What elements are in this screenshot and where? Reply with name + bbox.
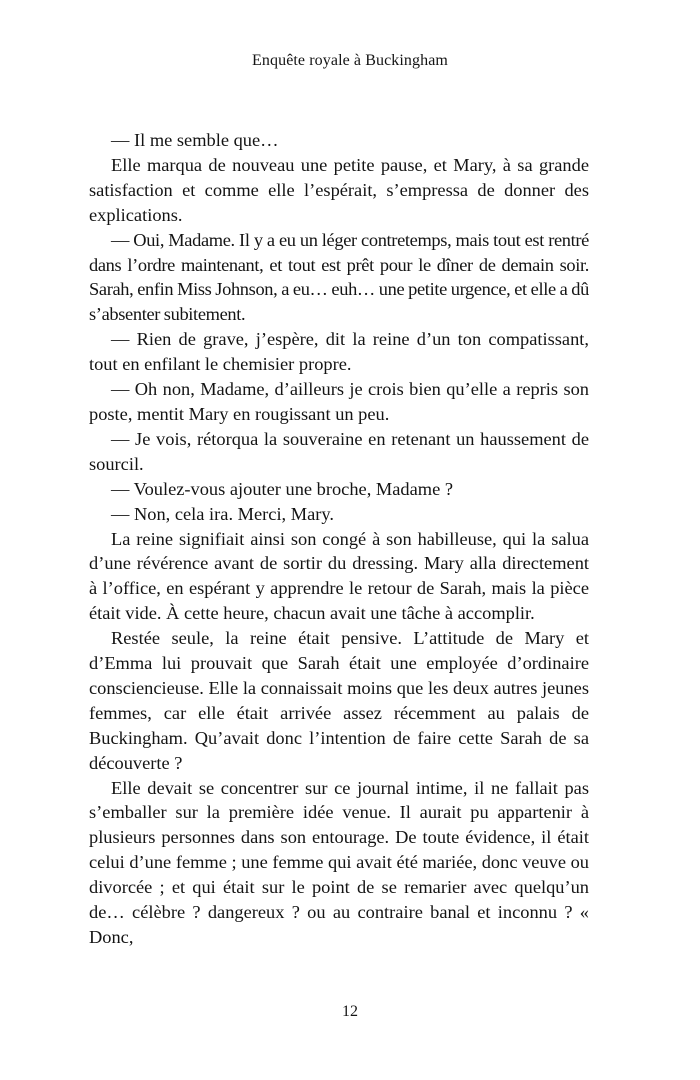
paragraph: Elle devait se concentrer sur ce journal intime, il ne fallait pas s’emballer sur la première idée venue. Il aurait pu appartenir à plusieurs personnes dans son entourage. De toute évidence, il était celui d’une femme ; une femme qui avait été mariée, donc veuve ou divorcée ; et qui était sur le point de se remarier avec quelqu’un de… célèbre ? dangereux ? ou au contraire banal et inconnu ? « Donc, <box>89 777 589 947</box>
paragraph: — Oui, Madame. Il y a eu un léger contretemps, mais tout est rentré dans l’ordre maintenant, et tout est prêt pour le dîner de demain soir. Sarah, enfin Miss Johnson, a eu… euh… une petite urgence, et elle a dû s’absenter subitement. <box>89 229 589 325</box>
paragraph: La reine signifiait ainsi son congé à son habilleuse, qui la salua d’une révérence avant de sortir du dressing. Mary alla directement à l’office, en espérant y apprendre le retour de Sarah, mais la pièce était vide. À cette heure, chacun avait une tâche à accomplir. <box>89 528 589 624</box>
paragraph: — Rien de grave, j’espère, dit la reine d’un ton compatissant, tout en enfilant le chemisier propre. <box>89 329 589 375</box>
paragraph: — Voulez-vous ajouter une broche, Madame ? <box>111 478 453 499</box>
page-number: 12 <box>342 1003 358 1020</box>
body-text <box>89 128 589 950</box>
paragraph: — Non, cela ira. Merci, Mary. <box>111 503 334 524</box>
paragraph: — Il me semble que… <box>111 130 279 150</box>
paragraph: — Oh non, Madame, d’ailleurs je crois bien qu’elle a repris son poste, mentit Mary en rougissant un peu. <box>89 379 589 424</box>
paragraph: Restée seule, la reine était pensive. L’attitude de Mary et d’Emma lui prouvait que Sarah était une employée d’ordinaire consciencieuse. Elle la connaissait moins que les deux autres jeunes femmes, car elle était arrivée assez récemment au palais de Buckingham. Qu’avait donc l’intention de faire cette Sarah de sa découverte ? <box>89 628 589 773</box>
running-head-title: Enquête royale à Buckingham <box>252 52 448 69</box>
paragraph: — Je vois, rétorqua la souveraine en retenant un haussement de sourcil. <box>89 428 589 474</box>
paragraph: Elle marqua de nouveau une petite pause, et Mary, à sa grande satisfaction et comme elle l’espérait, s’empressa de donner des explications. <box>89 154 589 225</box>
